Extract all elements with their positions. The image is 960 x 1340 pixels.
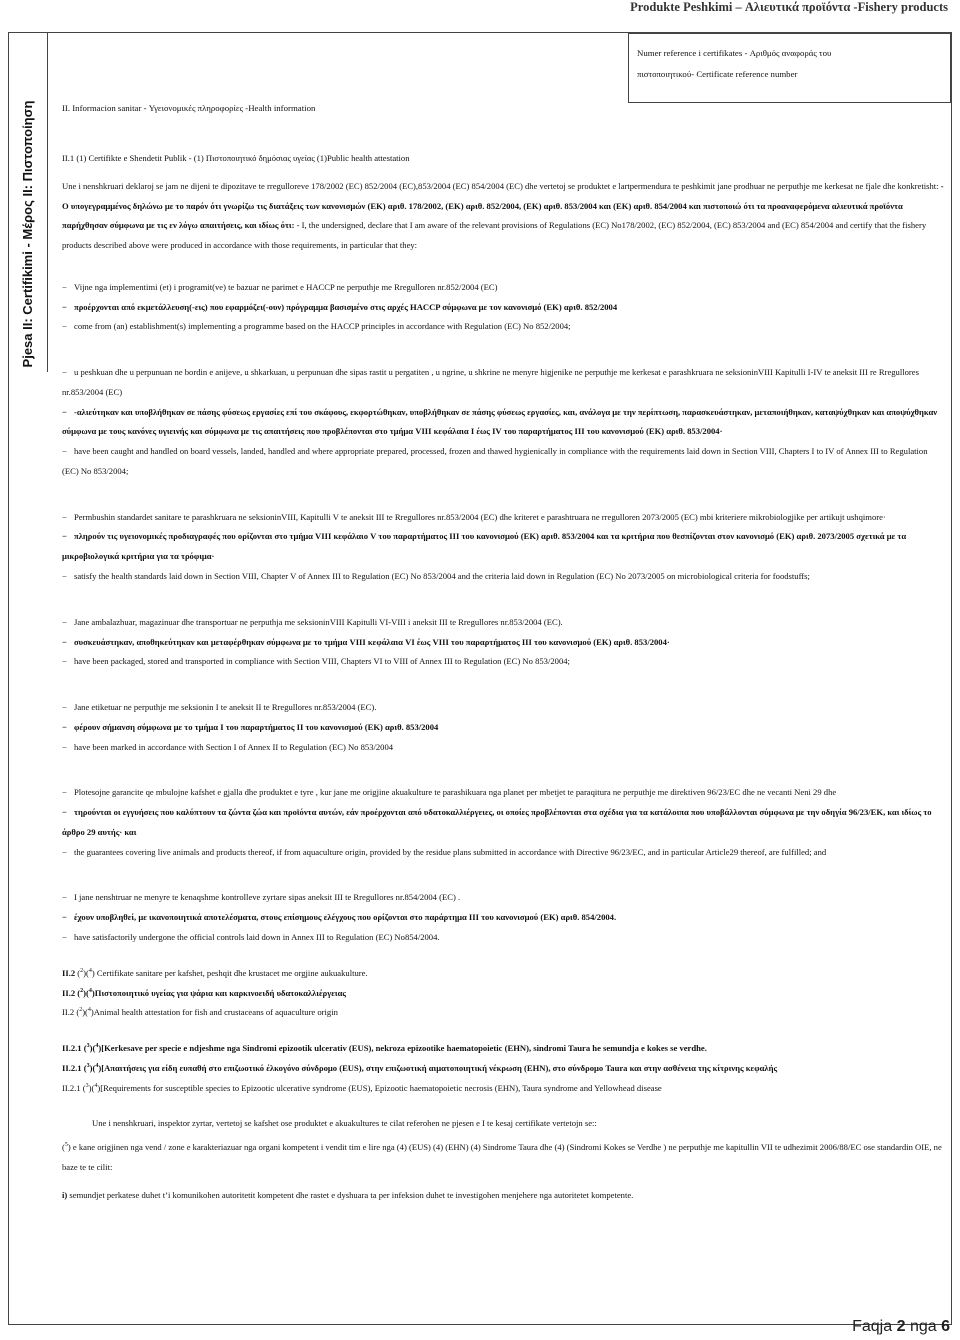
- attestation-item-en: − have been caught and handled on board vessels, landed, handled and where appropriate prepared, processed, frozen and thawed hygienically in compliance with the requirements laid down in Section VIII, Chapters I to IV of Annex III to Regulation (EC) No 853/2004;: [62, 446, 928, 476]
- intro-greek: - Ο υπογεγραμμένος δηλώνω με το παρόν ότι γνωρίζω τις διατάξεις των κανονισμών (ΕΚ) αριθ. 178/2002, (ΕΚ) αριθ. 852/2004, (ΕΚ) αριθ. 853/2004 και (ΕΚ) αριθ. 854/2004 και πιστοποιώ ότι τα προαναφερόμενα αλιευτικά προϊόντα παρήχθησαν σύμφωνα με τις εν λόγω απαιτήσεις, και ιδίως ότι:: [62, 180, 944, 231]
- attestation-item: [62, 783, 946, 862]
- attestation-item: [62, 888, 946, 947]
- attestation-item-al: − u peshkuan dhe u perpunuan ne bordin e anijeve, u shkarkuan, u perpunuan dhe sipas rastit u pergatiten , u ngrine, u shkrine ne menyre higjenike ne perputhje me kerkesat e parashkruara ne seksioninVIII Kapitulli I-IV te aneksit III re Rregullores nr.853/2004 (EC): [62, 367, 919, 397]
- attestation-item: [62, 613, 946, 672]
- attestation-item-gr: − -αλιεύτηκαν και υποβλήθηκαν σε πάσης φύσεως εργασίες επί του σκάφους, εκφορτώθηκαν, υποβλήθηκαν σε πάσης φύσεως εργασίες, και, ανάλογα με την περίπτωση, παρασκευάστηκαν, μεταποιήθηκαν, καταψύχθηκαν και αποψύχθηκαν σύμφωνα με τους κανόνες υγιεινής και σύμφωνα με τις απαιτήσεις που προβλέπονται στο τμήμα VIII κεφάλαια I έως IV του παραρτήματος III του κανονισμού (ΕΚ) αριθ. 853/2004·: [62, 406, 938, 437]
- attestation-item-en: − come from (an) establishment(s) implementing a programme based on the HACCP principles in accordance with Regulation (EC) No 852/2004;: [62, 321, 571, 332]
- attestation-item-gr: − φέρουν σήμανση σύμφωνα με το τμήμα I του παραρτήματος II του κανονισμού (ΕΚ) αριθ. 853/2004: [62, 721, 439, 732]
- attestation-item-en: − satisfy the health standards laid down in Section VIII, Chapter V of Annex III to Regulation (EC) No 853/2004 and the criteria laid down in Regulation (EC) No 2073/2005 on microbiological criteria for foodstuffs;: [62, 571, 810, 582]
- section-title: II. Informacion sanitar - Υγειονομικές πληροφορίες -Health information: [62, 103, 316, 113]
- intro-albanian: Une i nenshkruari deklaroj se jam ne dijeni te dipozitave te rregulloreve 178/2002 (EC) 852/2004 (EC),853/2004 (EC) 854/2004 (EC) dhe vertetoj se produktet e lartpermendura te peshkimit jane prodhuar ne perputhje me kerkesat ne fjale dhe konkretisht:: [62, 180, 939, 191]
- attestation-item-en: − the guarantees covering live animals and products thereof, if from aquaculture origin, provided by the residue plans submitted in accordance with Directive 96/23/EC, and in particular Article29 thereof, are fulfilled; and: [62, 846, 827, 857]
- ii2-english: II.2 ($^2$)($^4$)Animal health attestation for fish and crustaceans of aquaculture origin: [62, 1007, 338, 1018]
- attestation-item: [62, 363, 946, 482]
- ii2-albanian: II.2 ($^2$)($^4$) Certifikate sanitare per kafshet, peshqit dhe krustacet me orgjine aukuakulture.: [62, 967, 368, 978]
- final-statement: ($^5$) e kane origjinen nga vend / zone e karakteriazuar nga organi kompetent i vendit tim e lire nga (4) (EUS) (4) (EHN) (4) Sindrome Taura dhe (4) (Sindromi Kokes se Verdhe ) ne perputhje me kapitullin VII te udhezimit 2006/88/EC ose standardin OIE, ne baze te te cilit:: [62, 1142, 942, 1172]
- ii21-greek: II.2.1 ($^3$)($^4$)[Απαιτήσεις για είδη ευπαθή στο επιζωοτικό έλκογόνο σύνδρομο (EUS), στην επιζωοτική αιματοποιητική νέκρωση (EHN), στο σύνδρομο Taura και στην ασθένεια της κίτρινης κεφαλής: [62, 1062, 778, 1073]
- attestation-item-al: − Vijne nga implementimi (et) i programit(ve) te bazuar ne parimet e HACCP ne perputhje me Rregulloren nr.852/2004 (EC): [62, 281, 498, 292]
- attestation-item: [62, 278, 946, 337]
- ii2-greek: II.2 ($^2$)($^4$)Πιστοποιητικό υγείας για ψάρια και καρκινοειδή υδατοκαλλιέργειας: [62, 987, 347, 998]
- reference-line-1: Numer reference i certifikates - Αριθμός αναφοράς του: [637, 48, 832, 58]
- attestation-item-al: − Plotesojne garancite qe mbulojne kafshet e gjalla dhe produktet e tyre , kur jane me origjine akuakulture te parashikuara nga planet per mbetjet te paraqitura ne perputhje me direktiven 96/23/EC dhe ne vecanti Neni 29 dhe: [62, 787, 837, 798]
- inspector-statement: Une i nenshkruari, inspektor zyrtar, vertetoj se kafshet ose produktet e akuakultures te cilat referohen ne pjesen e I te kesaj certifikate vertetojn se::: [92, 1118, 597, 1129]
- attestation-item-gr: − προέρχονται από εκμετάλλευση(-εις) που εφαρμόζει(-ουν) πρόγραμμα βασισμένο στις αρχές HACCP σύμφωνα με τον κανονισμό (ΕΚ) αριθ. 852/2004: [62, 301, 618, 312]
- attestation-items: [62, 278, 946, 948]
- attestation-item: [62, 698, 946, 757]
- attestation-item-en: − have been packaged, stored and transported in compliance with Section VIII, Chapters VI to VIII of Annex III to Regulation (EC) No 853/2004;: [62, 656, 570, 667]
- page-header-title: Produkte Peshkimi – Αλιευτικά προϊόντα -Fishery products: [630, 0, 948, 14]
- attestation-item-gr: − συσκευάστηκαν, αποθηκεύτηκαν και μεταφέρθηκαν σύμφωνα με το τμήμα VIII κεφάλαια VI έως VIII του παραρτήματος III του κανονισμού (ΕΚ) αριθ. 853/2004·: [62, 636, 670, 647]
- side-label: Pjesa II: Certifikimi - Μέρος II: Πιστοποίηση: [19, 100, 35, 368]
- attestation-item-al: − Jane ambalazhuar, magazinuar dhe transportuar ne perputhja me seksioninVIII Kapitulli VI-VIII i aneksit III te Rregullores nr.853/2004 (EC).: [62, 616, 563, 627]
- attestation-heading: II.1 (1) Certifikte e Shendetit Publik - (1) Πιστοποιητικό δημόσιας υγείας (1)Public health attestation: [62, 153, 410, 163]
- attestation-item-en: − have satisfactorily undergone the official controls laid down in Annex III to Regulation (EC) No854/2004.: [62, 931, 440, 942]
- attestation-item-al: − Permbushin standardet sanitare te parashkruara ne seksioninVIII, Kapitulli V te aneksit III te Rregullores nr.853/2004 (EC) dhe kriteret e parashtruara ne rregulloren 2073/2005 (EC) mbi kriteriere mikrobiologjike per artikujt ushqimore·: [62, 511, 886, 522]
- intro-english: - I, the undersigned, declare that I am aware of the relevant provisions of Regulations (EC) No178/2002, (EC) 852/2004, (EC) 853/2004 and (EC) 854/2004 and certify that the fishery products described above were produced in accordance with those requirements, in particular that they:: [62, 220, 927, 251]
- attestation-item: [62, 508, 946, 587]
- attestation-item-al: − Jane etiketuar ne perputhje me seksionin I te aneksit II te Rregullores nr.853/2004 (EC).: [62, 702, 377, 713]
- page-number: Faqja 2 nga 6: [852, 1318, 950, 1335]
- attestation-intro: [62, 177, 946, 256]
- certificate-reference-box: [628, 33, 951, 103]
- attestation-item-gr: − τηρούνται οι εγγυήσεις που καλύπτουν τα ζώντα ζώα και προϊόντα αυτών, εάν προέρχονται από υδατοκαλλιέργειες, οι οποίες προβλέπονται στα σχέδια για τα κατάλοιπα που υποβάλλονται σύμφωνα με την οδηγία 96/23/ΕΚ, και ιδίως το άρθρο 29 αυτής· και: [62, 807, 932, 837]
- final-item-i: i) semundjet perkatese duhet t’i komunikohen autoritetit kompetent dhe rastet e dyshuara ta per infeksion duhet te investigohen menjehere nga autoritetet kompetente.: [62, 1189, 634, 1200]
- ii21-albanian: II.2.1 ($^3$)($^4$)[Kerkesave per specie e ndjeshme nga Sindromi epizootik ulcerativ (EUS), nekroza epizootike haematopoietic (EHN), sindromi Taura he semundja e kokes se verdhe.: [62, 1043, 707, 1054]
- attestation-item-gr: − έχουν υποβληθεί, με ικανοποιητικά αποτελέσματα, στους επίσημους ελέγχους που ορίζονται στο παράρτημα III του κανονισμού (ΕΚ) αριθ. 854/2004.: [62, 912, 617, 923]
- attestation-item-en: − have been marked in accordance with Section I of Annex II to Regulation (EC) No 853/2004: [62, 741, 394, 752]
- ii21-english: II.2.1 ($^3$)($^4$)[Requirements for susceptible species to Epizootic ulcerative syndrome (EUS), Epizootic haematopoietic necrosis (EHN), Taura syndrome and Yellowhead disease: [62, 1082, 662, 1093]
- attestation-item-al: − I jane nenshtruar ne menyre te kenaqshme kontrolleve zyrtare sipas aneksit III te Rregullores nr.854/2004 (EC) .: [62, 892, 461, 903]
- certificate-content: [62, 149, 946, 1205]
- reference-line-2: πιστοποιητικού- Certificate reference number: [637, 68, 798, 79]
- attestation-item-gr: − πληρούν τις υγειονομικές προδιαγραφές που ορίζονται στο τμήμα VIII κεφάλαιο V του παραρτήματος III του κανονισμού (ΕΚ) αριθ. 853/2004 και τα κριτήρια που θεσπίζονται στον κανονισμό (ΕΚ) αριθ. 2073/2005 σχετικά με τα μικροβιολογικά κριτήρια για τα τρόφιμα·: [62, 531, 907, 562]
- side-band: [8, 32, 48, 372]
